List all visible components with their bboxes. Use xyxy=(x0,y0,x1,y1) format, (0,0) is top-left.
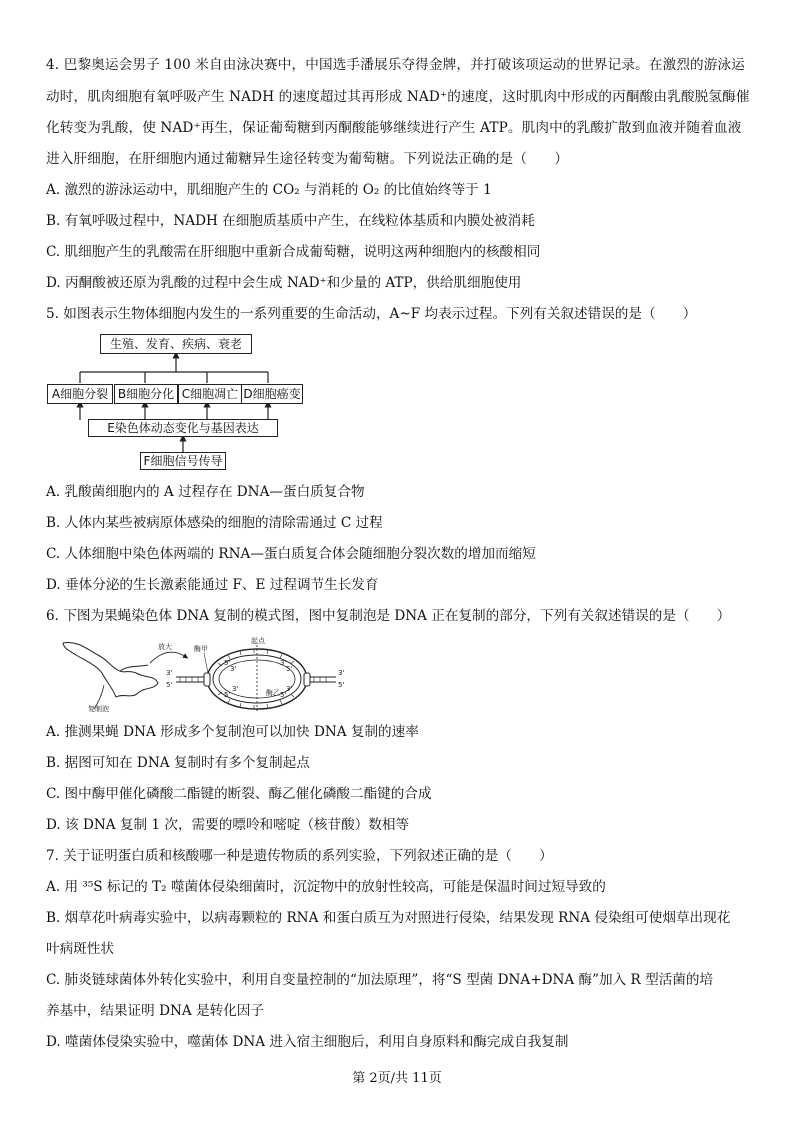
q6-option-c[interactable]: C. 图中酶甲催化磷酸二酯键的断裂、酶乙催化磷酸二酯键的合成 xyxy=(46,786,432,802)
q7-option-c[interactable]: C. 肺炎链球菌体外转化实验中，利用自变量控制的“加法原理”，将“S 型菌 DNA+DNA 酶”加入 R 型活菌的培 xyxy=(46,972,714,988)
label-bubble: 复制泡 xyxy=(88,705,109,713)
q7-stem: 7. 关于证明蛋白质和核酸哪一种是遗传物质的系列实验，下列叙述正确的是（ ） xyxy=(46,848,553,864)
label-in-5c: 5' xyxy=(286,665,293,673)
q4-stem-line-3: 化转变为乳酸，使 NAD⁺再生，保证葡萄糖到丙酮酸能够继续进行产生 ATP。肌肉中的乳酸扩散到血液并随着血液 xyxy=(46,120,742,136)
label-left-5: 3' xyxy=(166,669,173,677)
q6-stem: 6. 下图为果蝇染色体 DNA 复制的模式图，图中复制泡是 DNA 正在复制的部分，下列有关叙述错误的是（ ） xyxy=(46,608,731,624)
label-enzyme-b: 酶乙 xyxy=(266,689,280,697)
q4-option-d[interactable]: D. 丙酮酸被还原为乳酸的过程中会生成 NAD⁺和少量的 ATP，供给肌细胞使用 xyxy=(46,275,522,291)
label-left-3: 5' xyxy=(166,681,173,689)
q6-option-d[interactable]: D. 该 DNA 复制 1 次，需要的嘌呤和嘧啶（核苷酸）数相等 xyxy=(46,817,410,833)
q5-option-c[interactable]: C. 人体细胞中染色体两端的 RNA—蛋白质复合体会随细胞分裂次数的增加而缩短 xyxy=(46,546,536,562)
q4-stem-line-4: 进入肝细胞，在肝细胞内通过葡糖异生途径转变为葡萄糖。下列说法正确的是（ ） xyxy=(46,151,569,167)
label-zoom: 放大 xyxy=(158,643,172,651)
diagram-box-c: C细胞凋亡 xyxy=(178,384,242,404)
q4-stem-line-2: 动时，肌肉细胞有氧呼吸产生 NADH 的速度超过其再形成 NAD⁺的速度，这时肌肉中形成的丙酮酸由乳酸脱氢酶催 xyxy=(46,89,750,105)
diagram-box-e: E染色体动态变化与基因表达 xyxy=(88,419,278,437)
q6-option-a[interactable]: A. 推测果蝇 DNA 形成多个复制泡可以加快 DNA 复制的速率 xyxy=(46,724,419,740)
page-footer: 第 2页/共 11页 xyxy=(352,1071,442,1086)
q5-option-b[interactable]: B. 人体内某些被病原体感染的细胞的清除需通过 C 过程 xyxy=(46,515,383,531)
q4-stem-line-1: 4. 巴黎奥运会男子 100 米自由泳决赛中，中国选手潘展乐夺得金牌，并打破该项运动的世界记录。在激烈的游泳运 xyxy=(46,57,746,73)
label-enzyme-a: 酶甲 xyxy=(194,645,208,653)
label-in-3a: 3' xyxy=(230,665,237,673)
q6-replication-diagram xyxy=(58,635,358,715)
label-in-5d: 5' xyxy=(280,691,287,699)
diagram-box-b: B细胞分化 xyxy=(114,384,178,404)
q7-option-b[interactable]: B. 烟草花叶病毒实验中，以病毒颗粒的 RNA 和蛋白质互为对照进行侵染，结果发现 RNA 侵染组可使烟草出现花 xyxy=(46,910,731,926)
diagram-box-f: F细胞信号传导 xyxy=(140,452,226,470)
q4-option-b[interactable]: B. 有氧呼吸过程中，NADH 在细胞质基质中产生，在线粒体基质和内膜处被消耗 xyxy=(46,213,535,229)
q7-option-d[interactable]: D. 噬菌体侵染实验中，噬菌体 DNA 进入宿主细胞后，利用自身原料和酶完成自我复制 xyxy=(46,1034,569,1050)
label-in-3b: 3' xyxy=(232,685,239,693)
diagram-box-d: D细胞癌变 xyxy=(241,384,303,404)
q7-option-c-continued: 养基中，结果证明 DNA 是转化因子 xyxy=(46,1003,264,1019)
q4-option-c[interactable]: C. 肌细胞产生的乳酸需在肝细胞中重新合成葡萄糖，说明这两种细胞内的核酸相同 xyxy=(46,244,541,260)
label-in-3c: 3' xyxy=(280,659,287,667)
label-in-5b: 5' xyxy=(224,691,231,699)
q5-option-a[interactable]: A. 乳酸菌细胞内的 A 过程存在 DNA—蛋白质复合物 xyxy=(46,484,365,500)
q7-option-a[interactable]: A. 用 ³⁵S 标记的 T₂ 噬菌体侵染细菌时，沉淀物中的放射性较高，可能是保温时间过短导致的 xyxy=(46,879,606,895)
q7-option-b-continued: 叶病斑性状 xyxy=(46,941,114,957)
label-right-3: 5' xyxy=(338,681,345,689)
q6-option-b[interactable]: B. 据图可知在 DNA 复制时有多个复制起点 xyxy=(46,755,310,771)
label-origin: 起点 xyxy=(251,637,265,645)
diagram-box-a: A细胞分裂 xyxy=(47,384,113,404)
label-in-5a: 5' xyxy=(224,659,231,667)
label-in-3d: 3' xyxy=(286,685,293,693)
q4-option-a[interactable]: A. 激烈的游泳运动中，肌细胞产生的 CO₂ 与消耗的 O₂ 的比值始终等于 1 xyxy=(46,182,492,198)
label-right-5: 3' xyxy=(338,669,345,677)
diagram-box-top: 生殖、发育、疾病、衰老 xyxy=(100,334,252,354)
q5-stem: 5. 如图表示生物体细胞内发生的一系列重要的生命活动，A~F 均表示过程。下列有关叙述错误的是（ ） xyxy=(46,306,697,322)
q5-option-d[interactable]: D. 垂体分泌的生长激素能通过 F、E 过程调节生长发育 xyxy=(46,577,379,593)
